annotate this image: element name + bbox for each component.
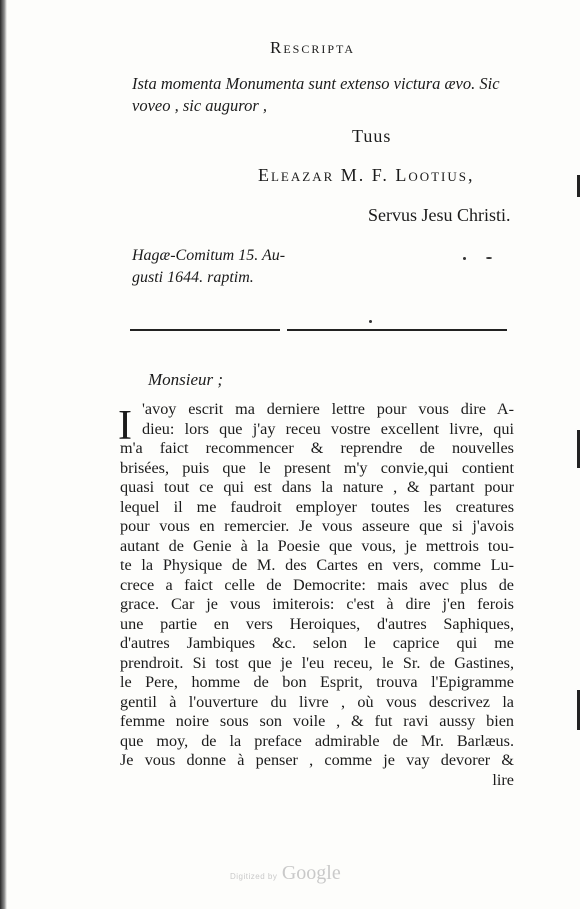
watermark-brand: Google: [281, 862, 341, 884]
text-line: une partie en vers Heroiques, d'autres Saphiques,: [120, 614, 514, 633]
text-line: lequel il me faudroit employer toutes les creatures: [120, 497, 514, 516]
text-line: te la Physique de M. des Cartes en vers, comme Lu-: [120, 556, 514, 574]
text-line: crece a faict celle de Democrite: mais avec plus de: [120, 575, 514, 594]
page-edge-marks: [576, 0, 580, 909]
ink-speck: [463, 257, 466, 260]
closing-tuus: Tuus: [352, 126, 392, 146]
dateline-line: gusti 1644. raptim.: [132, 269, 254, 286]
signer-name: Eleazar M. F. Lootius,: [258, 165, 475, 185]
running-title: Rescripta: [270, 38, 356, 57]
catchword: lire: [492, 770, 514, 789]
ink-speck: [369, 320, 372, 323]
letter-body: [120, 400, 514, 790]
text-line: pour vous en remercier. Je vous asseure que si j'avois: [120, 517, 514, 535]
digitization-watermark: [230, 862, 341, 885]
salutation: Monsieur ;: [148, 370, 224, 389]
text-line: autant de Genie à la Poesie que vous, je mettrois tou-: [120, 536, 514, 555]
text-line: le Pere, homme de bon Esprit, trouva l'Epigramme: [120, 673, 514, 691]
text-line: Je vous donne à penser , comme je vay devorer &: [120, 751, 514, 769]
section-rule-right: [287, 329, 507, 331]
text-line: d'autres Jambiques &c. selon le caprice qui me: [120, 634, 514, 652]
text-line: prendroit. Si tost que je l'eu receu, le Sr. de Gastines,: [120, 653, 514, 672]
text-line: quasi tout ce qui est dans la nature , & partant pour: [120, 478, 514, 496]
text-line: grace. Car je vous imiterois: c'est à dire j'en ferois: [120, 595, 514, 613]
text-line: femme noire sous son voile , & fut ravi aussy bien: [120, 712, 514, 730]
section-rule-left: [130, 329, 280, 331]
drop-cap: I: [118, 403, 132, 449]
dateline-line: Hagæ-Comitum 15. Au-: [132, 247, 286, 264]
latin-line: voveo , sic auguror ,: [132, 96, 268, 115]
text-line: brisées, puis que le present m'y convie,qui contient: [120, 458, 514, 477]
latin-line: Ista momenta Monumenta sunt extenso victura ævo. Sic: [132, 74, 500, 93]
text-line: gentil à l'ouverture du livre , où vous descrivez la: [120, 692, 514, 711]
text-line: m'a faict recommencer & reprendre de nouvelles: [120, 439, 514, 457]
signer-title: Servus Jesu Christi.: [368, 205, 511, 225]
text-line: dieu: lors que j'ay receu vostre excellent livre, qui: [142, 419, 514, 438]
ink-speck: [486, 257, 492, 259]
page-edge-shadow: [0, 0, 7, 909]
text-line: que moy, de la preface admirable de Mr. Barlæus.: [120, 731, 514, 750]
watermark-prefix: Digitized by: [230, 872, 278, 881]
text-line: 'avoy escrit ma derniere lettre pour vous dire A-: [142, 400, 514, 418]
dateline: [132, 245, 352, 289]
